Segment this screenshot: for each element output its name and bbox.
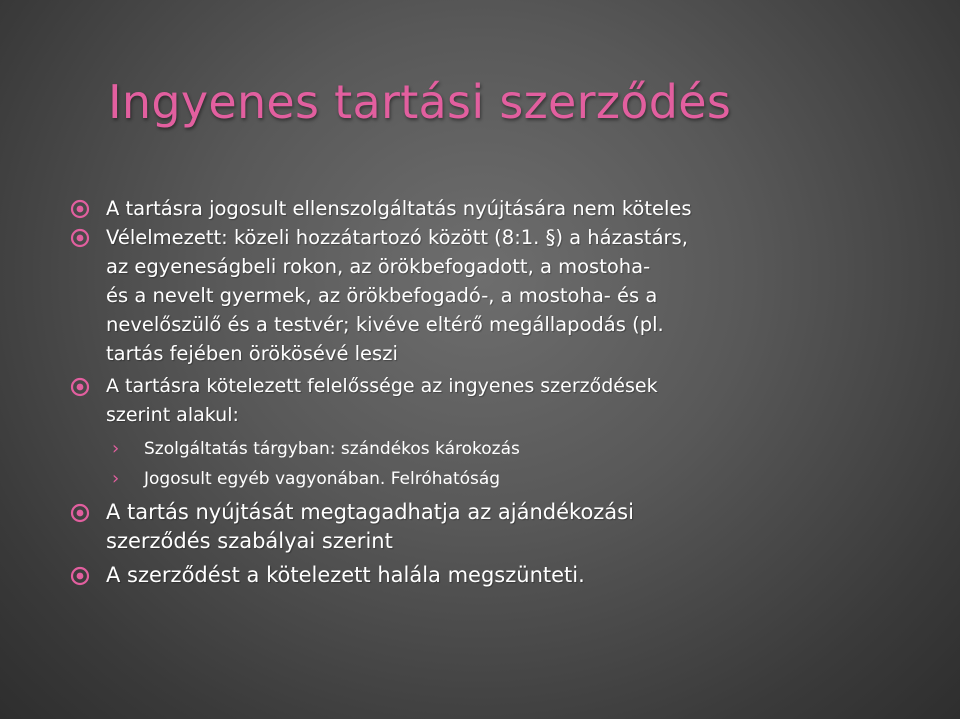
bullet-text: A tartásra kötelezett felelőssége az ingyenes szerződések szerint alakul: [106,375,658,426]
radio-circle-icon [70,228,90,248]
bullet-item [68,498,898,556]
bullet-text: A szerződést a kötelezett halála megszünteti. [106,563,585,587]
bullet-text: A tartás nyújtását megtagadhatja az ajándékozási szerződés szabályai szerint [106,500,634,553]
radio-circle-icon [70,566,90,586]
radio-circle-icon [70,377,90,397]
radio-circle-icon [70,503,90,523]
radio-circle-icon [70,199,90,219]
slide-title: Ingyenes tartási szerződés [108,75,732,129]
bullet-item [68,194,898,223]
chevron-right-icon: › [112,468,120,489]
bullet-text: Vélelmezett: közeli hozzátartozó között (8:1. §) a házastárs, az egyeneságbeli rokon, az örökbefogadott, a mostoha- és a nevelt gyermek, az örökbefogadó-, a mostoha- és a nevelőszülő és a testvér; kivéve eltérő megállapodás (pl. tartás fejében örökösévé leszi [106,226,688,365]
bullet-list [68,194,898,590]
bullet-item [68,372,898,430]
bullet-item [68,561,898,590]
bullet-text: A tartásra jogosult ellenszolgáltatás nyújtására nem köteles [106,197,692,220]
sub-bullet-item [68,434,898,464]
sub-bullet-item [68,464,898,494]
bullet-item [68,223,898,368]
sub-bullet-text: Jogosult egyéb vagyonában. Felróhatóság [144,469,501,489]
chevron-right-icon: › [112,438,120,459]
sub-bullet-text: Szolgáltatás tárgyban: szándékos károkozás [144,439,520,459]
